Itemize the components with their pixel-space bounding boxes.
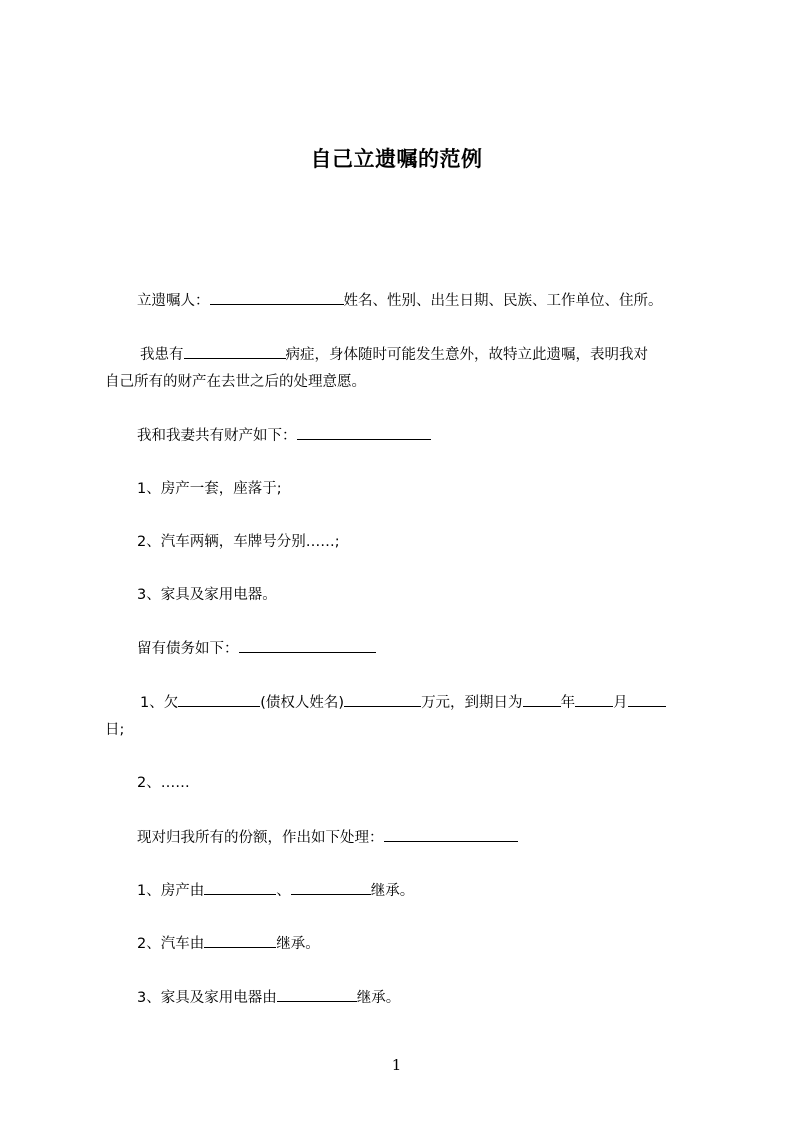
year-blank[interactable] (523, 692, 561, 707)
testator-label: 立遗嘱人： (137, 293, 210, 309)
house-heir-blank-1[interactable] (204, 880, 276, 895)
joint-property-line (137, 425, 431, 446)
illness-label: 我患有 (140, 347, 184, 363)
joint-property-blank[interactable] (297, 425, 431, 440)
inherit-text: 继承。 (356, 990, 401, 1006)
inherit-text: 继承。 (276, 936, 320, 952)
separator-text: 、 (276, 883, 291, 899)
furniture-heir-blank[interactable] (277, 987, 357, 1002)
disposition-item-1 (137, 880, 414, 901)
page-title: 自己立遗嘱的范例 (310, 147, 483, 171)
testator-line (137, 290, 663, 311)
house-heir-blank-2[interactable] (291, 880, 371, 895)
disposition-item-3 (137, 987, 400, 1008)
joint-property-label: 我和我妻共有财产如下： (137, 428, 297, 444)
car-heir-blank[interactable] (204, 933, 276, 948)
house-label: 1、房产由 (137, 883, 205, 899)
illness-line-cont: 自己所有的财产在去世之后的处理意愿。 (105, 374, 366, 390)
debt-item-2: 2、…… (137, 775, 190, 791)
property-item-1: 1、房产一套，座落于; (137, 481, 282, 497)
month-label: 月 (613, 695, 628, 711)
illness-line (140, 344, 648, 365)
debt-item-1-cont: 日; (105, 722, 125, 738)
car-label: 2、汽车由 (137, 936, 205, 952)
property-item-3: 3、家具及家用电器。 (137, 587, 277, 603)
property-item-2: 2、汽车两辆，车牌号分别……; (137, 534, 340, 550)
debt-blank-amount-2[interactable] (344, 692, 421, 707)
debt-item-1 (140, 692, 666, 713)
disposition-item-2 (137, 933, 320, 954)
month-blank[interactable] (575, 692, 613, 707)
inherit-text: 继承。 (370, 883, 415, 899)
disposition-blank[interactable] (384, 827, 518, 842)
year-label: 年 (560, 695, 576, 711)
debts-label: 留有债务如下： (137, 641, 239, 657)
page-number: 1 (391, 1056, 402, 1074)
disposition-label: 现对归我所有的份额，作出如下处理： (137, 830, 384, 846)
day-blank[interactable] (628, 692, 666, 707)
debt-blank-amount-1[interactable] (178, 692, 260, 707)
debts-line (137, 638, 376, 659)
debt-item-prefix: 1、欠 (140, 695, 179, 711)
due-date-text: 万元，到期日为 (421, 695, 523, 711)
disposition-line (137, 827, 518, 848)
debts-blank[interactable] (239, 638, 376, 653)
furniture-label: 3、家具及家用电器由 (137, 990, 277, 1006)
creditor-name-text: (债权人姓名) (260, 695, 345, 711)
testator-blank[interactable] (210, 290, 344, 305)
testator-info-text: 姓名、性别、出生日期、民族、工作单位、住所。 (343, 293, 663, 309)
illness-blank[interactable] (184, 344, 286, 359)
illness-text: 病症，身体随时可能发生意外，故特立此遗嘱，表明我对 (285, 347, 648, 363)
